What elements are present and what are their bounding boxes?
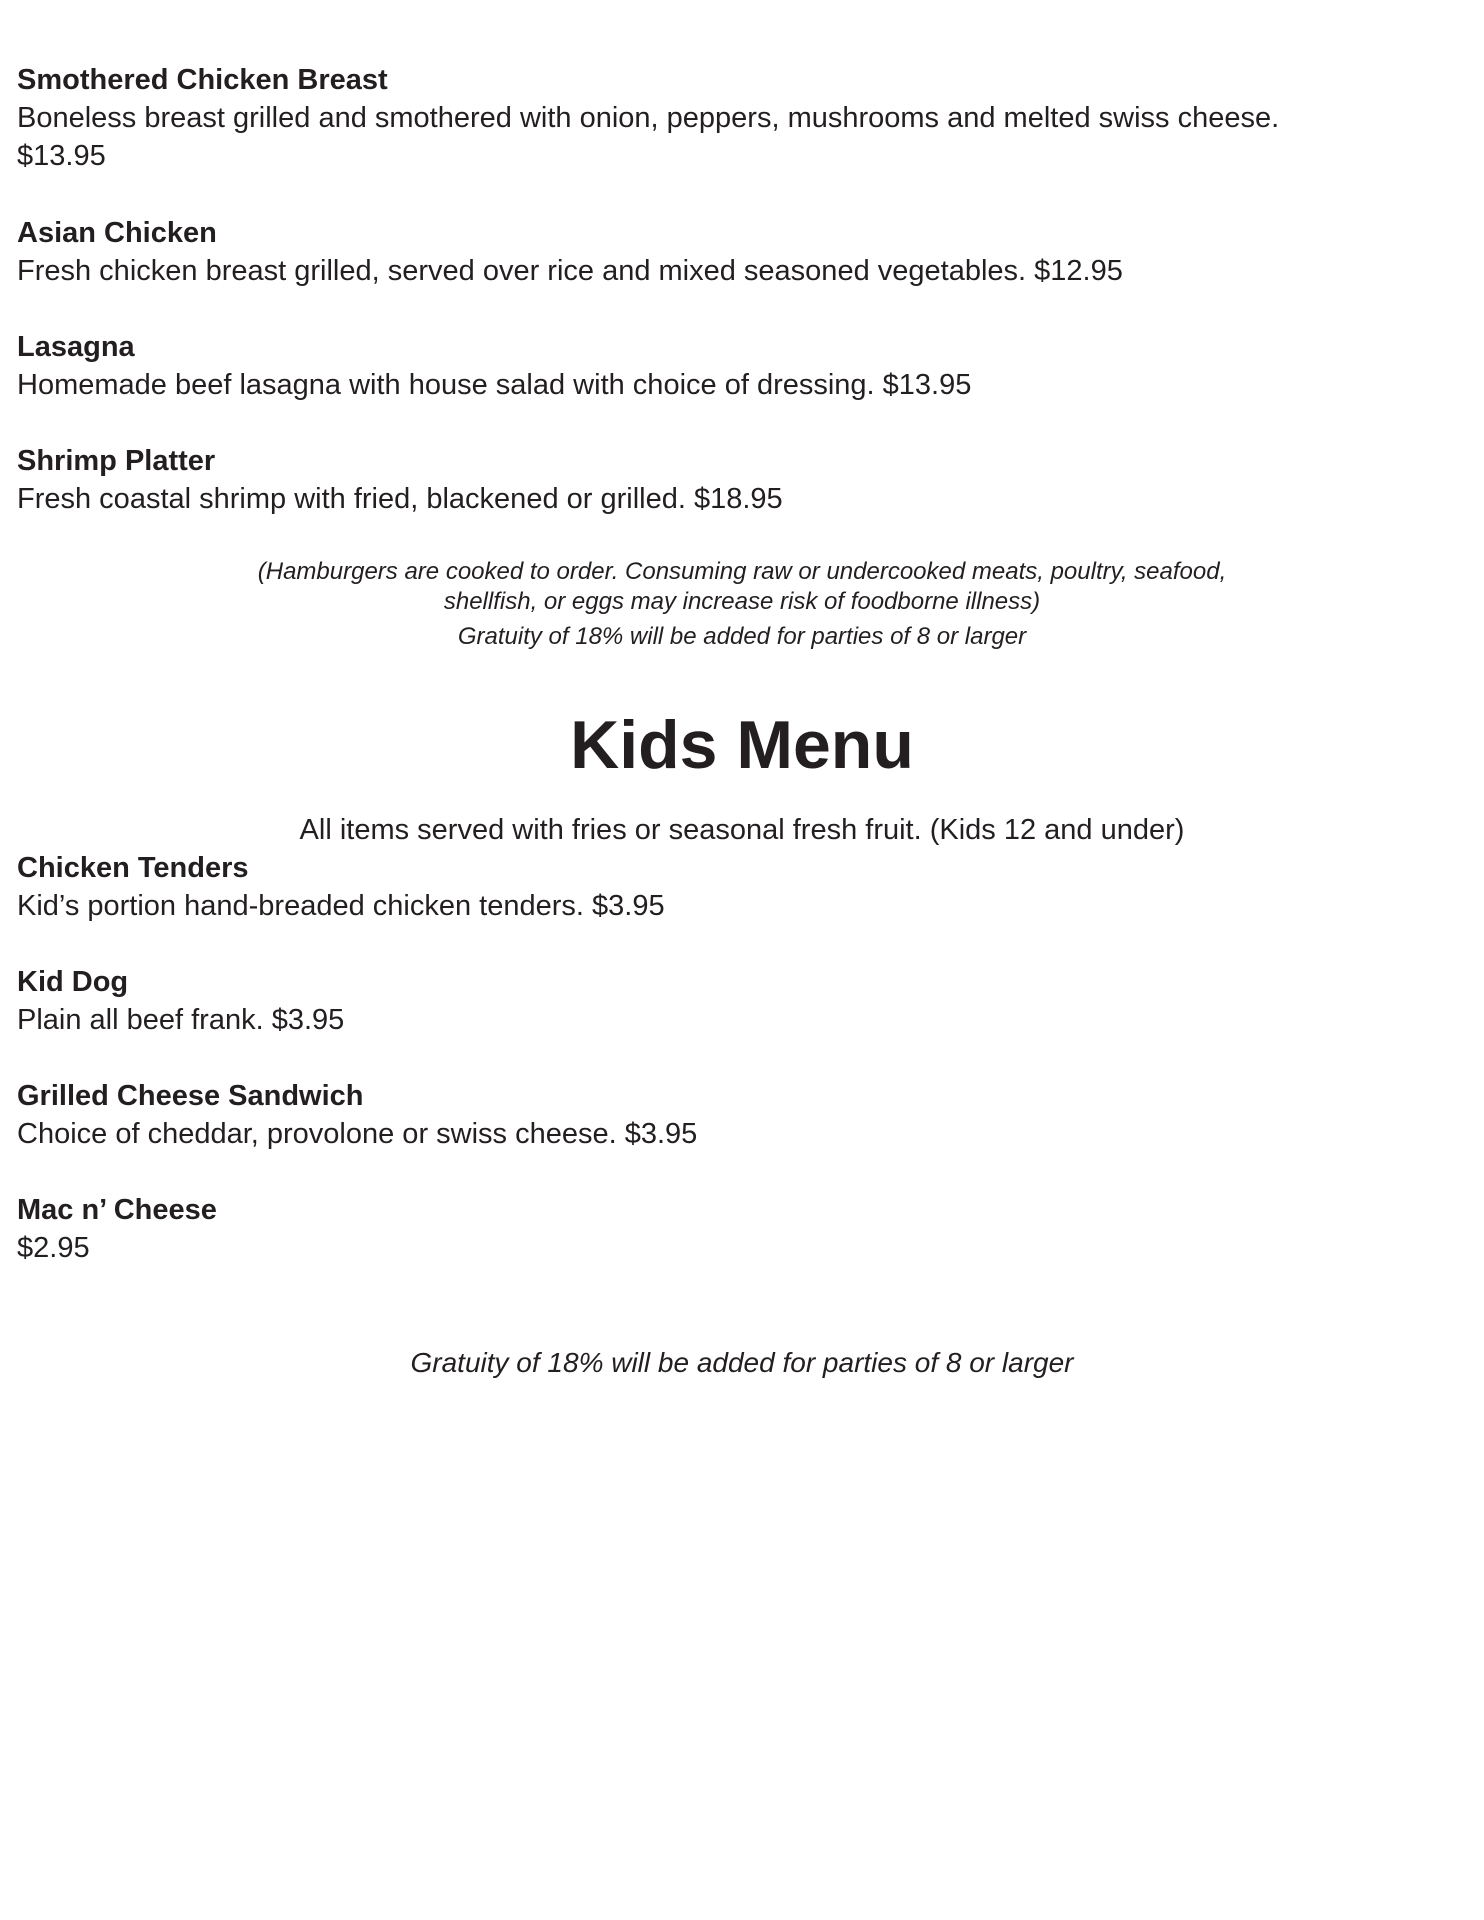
item-name: Grilled Cheese Sandwich — [17, 1080, 364, 1112]
kids-gratuity-note: Gratuity of 18% will be added for parties of 8 or larger — [410, 1347, 1074, 1378]
item-name: Asian Chicken — [17, 217, 217, 249]
disclaimer-line-1: (Hamburgers are cooked to order. Consuming raw or undercooked meats, poultry, seafood, — [257, 558, 1227, 585]
item-description: Fresh chicken breast grilled, served over rice and mixed seasoned vegetables. $12.95 — [17, 255, 1123, 287]
item-name: Shrimp Platter — [17, 445, 216, 477]
menu-item-shrimp-platter — [17, 442, 1457, 518]
menu-item-grilled-cheese — [17, 1077, 1457, 1153]
item-description: Boneless breast grilled and smothered with onion, peppers, mushrooms and melted swiss cheese. — [17, 102, 1280, 134]
menu-item-lasagna — [17, 328, 1457, 404]
menu-item-mac-n-cheese — [17, 1191, 1457, 1267]
kids-menu-title: Kids Menu — [570, 707, 914, 783]
item-description: Choice of cheddar, provolone or swiss cheese. $3.95 — [17, 1118, 698, 1150]
item-description: Homemade beef lasagna with house salad with choice of dressing. $13.95 — [17, 369, 972, 401]
item-name: Kid Dog — [17, 966, 129, 998]
item-name: Chicken Tenders — [17, 852, 249, 884]
item-name: Mac n’ Cheese — [17, 1194, 217, 1226]
menu-item-kid-dog — [17, 963, 1457, 1039]
disclaimer-line-2: shellfish, or eggs may increase risk of foodborne illness) — [443, 588, 1041, 615]
menu-item-smothered-chicken — [17, 61, 1457, 175]
item-name: Lasagna — [17, 331, 135, 363]
gratuity-note: Gratuity of 18% will be added for parties of 8 or larger — [457, 623, 1027, 650]
item-description: $2.95 — [17, 1232, 90, 1264]
item-name: Smothered Chicken Breast — [17, 64, 388, 96]
menu-item-chicken-tenders — [17, 849, 1457, 925]
item-price: $13.95 — [17, 140, 106, 172]
menu-item-asian-chicken — [17, 214, 1457, 290]
kids-menu-intro: All items served with fries or seasonal fresh fruit. (Kids 12 and under) — [299, 814, 1185, 846]
item-description: Kid’s portion hand-breaded chicken tenders. $3.95 — [17, 890, 665, 922]
item-description: Fresh coastal shrimp with fried, blackened or grilled. $18.95 — [17, 483, 783, 515]
item-description: Plain all beef frank. $3.95 — [17, 1004, 345, 1036]
